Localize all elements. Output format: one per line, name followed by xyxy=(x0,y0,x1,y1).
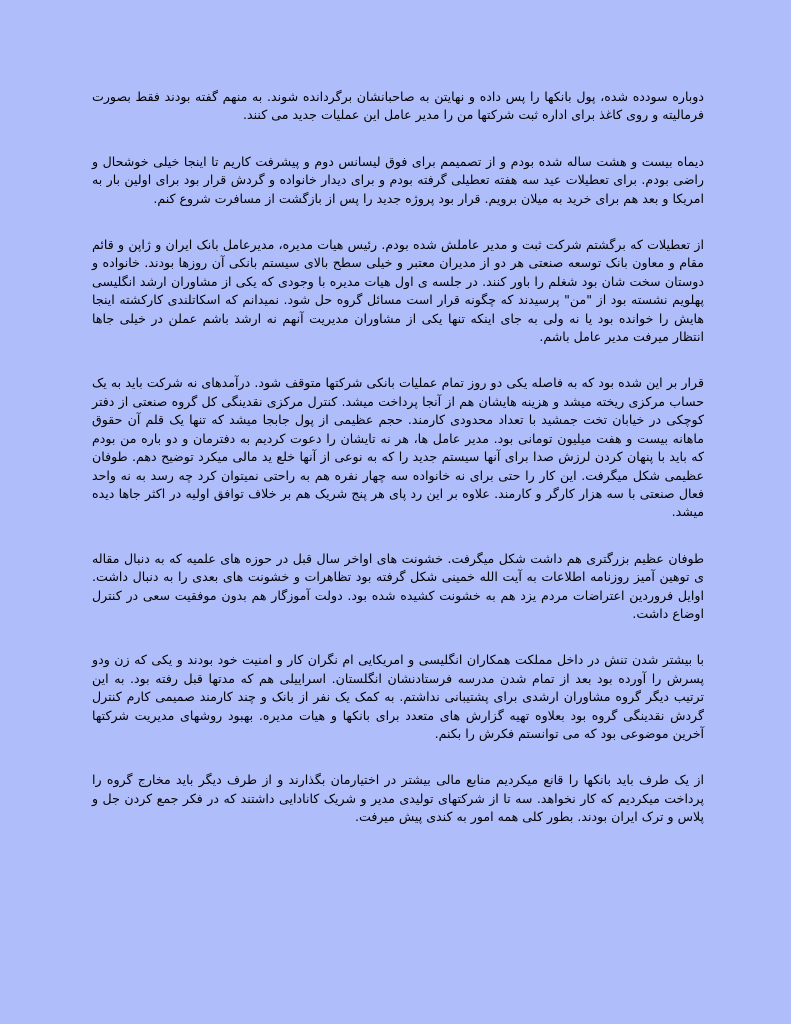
paragraph-4: قرار بر این شده بود که به فاصله یکی دو روز تمام عملیات بانکی شرکتها متوقف شود. درآمدهای نه شرکت باید به یک حساب مرکزی ریخته میشد و هزینه هایشان هم از آنجا پرداخت میشد. کنترل مرکزی نقدینگی کل گروه صنعتی از دفتر کوچکی در خیابان تخت جمشید با تعداد محدودی کارمند. حجم عظیمی از پول جابجا میشد که تنها یک قلم آن حقوق ماهانه بیست و هفت میلیون تومانی بود. مدیر عامل ها، هر نه تایشان را دعوت کردیم به دفترمان و دو باره من بودم که باید با پنهان کردن لرزش صدا برای آنها سیستم جدید را که به نوعی از آنها خلع ید مالی میکرد توضیح دهم. طوفان عظیمی شکل میگرفت. این کار را حتی برای نه خانواده سه چهار نفره هم به راحتی نمیتوان کرد چه رسد به نه واحد فعال صنعتی با سه هزار کارگر و کارمند. علاوه بر این رد پای هر پنج شریک هم بر خلاف توافق اولیه در اکثر جاها دیده میشد. xyxy=(92,375,704,520)
paragraph-2: دیماه بیست و هشت ساله شده بودم و از تصمیمم برای فوق لیسانس دوم و پیشرفت کاریم تا اینجا خیلی خوشحال و راضی بودم. برای تعطیلات عید سه هفته تعطیلی گرفته بودم و برای دیدار خانواده و گردش قرار بود برای اولین بار به امریکا و بعد هم برای خرید به میلان برویم. قرار بود پروژه جدید را پس از بازگشت از مسافرت شروع کنم. xyxy=(92,153,704,206)
paragraph-1: دوباره سودده شده، پول بانکها را پس داده و نهایتن به صاحبانشان برگردانده شوند. به منهم گفته بودند فقط بصورت فرمالیته و روی کاغذ برای اداره ثبت شرکتها من را مدیر عامل این عملیات جدید می کنند. xyxy=(92,89,704,123)
paragraph-6: با بیشتر شدن تنش در داخل مملکت همکاران انگلیسی و امریکایی ام نگران کار و امنیت خود بودند و یکی که زن ودو پسرش را آورده بود بعد از تمام شدن مدرسه فرستادنشان انگلستان. اسراییلی هم که مدتها قبل رفته بود. به این ترتیب دیگر گروه مشاوران ارشدی برای پشتیبانی نداشتم. به کمک یک نفر از بانک و چند کارمند صمیمی کارم کنترل گردش نقدینگی گروه بود بعلاوه تهیه گزارش های متعدد برای بانکها و هیات مدیره. بهبود روشهای مدیریت شرکتها آخرین موضوعی بود که می توانستم فکرش را بکنم. xyxy=(92,652,704,741)
paragraph-3: از تعطیلات که برگشتم شرکت ثبت و مدیر عاملش شده بودم. رئیس هیات مدیره، مدیرعامل بانک ایران و ژاپن و قائم مقام و معاون بانک توسعه صنعتی هر دو از مدیران معتبر و خیلی سطح بالای سیستم بانکی آن روزها بودند. خانواده و دوستان سخت شان بود شغلم را باور کنند. در جلسه ی اول هیات مدیره با وجودی که یکی از مشاوران ارشد انگلیسی پهلویم نشسته بود از "من" پرسیدند که چگونه قرار است مسائل گروه حل شود. نمیدانم که اسکاتلندی کارکشته اینجا هایش را خوانده بود یا نه ولی به جای اینکه تنها یکی از مشاوران مدیریت آنهم نه ارشد باشم عملن در خیلی جاها انتظار میرفت مدیر عامل باشم. xyxy=(92,237,704,345)
paragraph-7: از یک طرف باید بانکها را قانع میکردیم منابع مالی بیشتر در اختیارمان بگذارند و از طرف دیگر باید مخارج گروه را پرداخت میکردیم که کار نخواهد. سه تا از شرکتهای تولیدی مدیر و شریک کانادایی داشتند که در فکر جمع کردن جل و پلاس و ترک ایران بودند. بطور کلی همه امور به کندی پیش میرفت. xyxy=(92,772,704,825)
paragraph-5: طوفان عظیم بزرگتری هم داشت شکل میگرفت. خشونت های اواخر سال قبل در حوزه های علمیه که به دنبال مقاله ی توهین آمیز روزنامه اطلاعات به آیت الله خمینی شکل گرفته بود تظاهرات و خشونت های بعدی را به دنبال داشت. اوایل فروردین اعتراضات مردم یزد هم به خشونت کشیده شده بود. دولت آموزگار هم بدون موفقیت سعی در کنترل اوضاع داشت. xyxy=(92,550,704,621)
document-body xyxy=(92,88,704,855)
